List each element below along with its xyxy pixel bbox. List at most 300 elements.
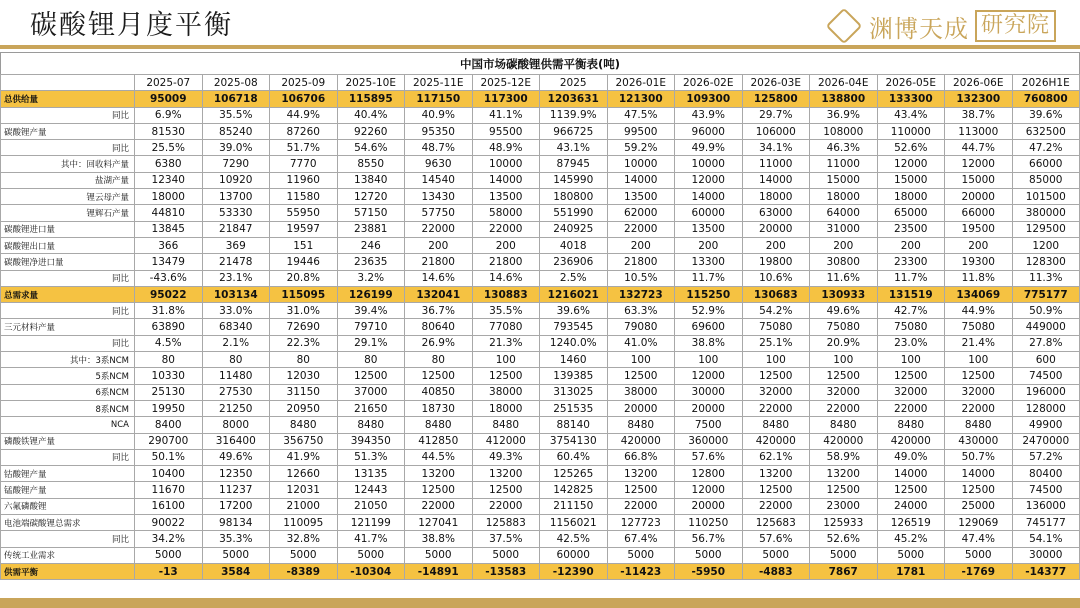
table-cell: 87260: [270, 123, 338, 139]
table-cell: 48.9%: [472, 140, 540, 156]
table-cell: 12340: [135, 172, 203, 188]
table-cell: 200: [472, 237, 540, 253]
table-cell: 25.1%: [742, 335, 810, 351]
table-cell: 12660: [270, 466, 338, 482]
table-cell: 394350: [337, 433, 405, 449]
table-row: [1, 368, 1080, 384]
table-cell: 21.3%: [472, 335, 540, 351]
table-cell: 39.6%: [1012, 107, 1080, 123]
table-cell: 145990: [540, 172, 608, 188]
table-cell: 35.5%: [202, 107, 270, 123]
table-cell: 420000: [810, 433, 878, 449]
brand-mark-icon: [826, 8, 863, 45]
table-cell: 43.9%: [675, 107, 743, 123]
table-cell: 12000: [877, 156, 945, 172]
table-cell: 18000: [135, 189, 203, 205]
table-cell: 132300: [945, 91, 1013, 107]
row-label: 锂云母产量: [1, 189, 135, 205]
table-cell: 5000: [742, 547, 810, 563]
table-cell: 29.1%: [337, 335, 405, 351]
table-cell: 19300: [945, 254, 1013, 270]
table-cell: 200: [675, 237, 743, 253]
table-cell: 49.6%: [202, 449, 270, 465]
table-cell: 25000: [945, 498, 1013, 514]
table-cell: 41.7%: [337, 531, 405, 547]
table-cell: 21800: [472, 254, 540, 270]
table-cell: 106706: [270, 91, 338, 107]
table-cell: 52.6%: [877, 140, 945, 156]
table-cell: 62.1%: [742, 449, 810, 465]
table-cell: 39.6%: [540, 303, 608, 319]
table-cell: 21250: [202, 400, 270, 416]
row-label: 6系NCM: [1, 384, 135, 400]
table-cell: -5950: [675, 563, 743, 579]
table-cell: 14000: [675, 189, 743, 205]
table-cell: 10.5%: [607, 270, 675, 286]
table-cell: 12500: [472, 368, 540, 384]
table-cell: 8480: [270, 417, 338, 433]
table-cell: 40850: [405, 384, 473, 400]
table-cell: 13200: [405, 466, 473, 482]
table-cell: 1200: [1012, 237, 1080, 253]
table-cell: 22.3%: [270, 335, 338, 351]
table-cell: 12500: [742, 368, 810, 384]
table-cell: 17200: [202, 498, 270, 514]
table-row: [1, 140, 1080, 156]
table-cell: 100: [742, 352, 810, 368]
table-cell: 21.4%: [945, 335, 1013, 351]
table-cell: -4883: [742, 563, 810, 579]
table-cell: 34.1%: [742, 140, 810, 156]
table-cell: 12500: [810, 368, 878, 384]
table-caption: 中国市场碳酸锂供需平衡表(吨): [0, 52, 1080, 74]
table-cell: 14540: [405, 172, 473, 188]
table-cell: 18000: [742, 189, 810, 205]
table-cell: 1781: [877, 563, 945, 579]
table-cell: 5000: [405, 547, 473, 563]
table-cell: 6380: [135, 156, 203, 172]
table-cell: 22000: [472, 498, 540, 514]
table-cell: 5000: [337, 547, 405, 563]
table-cell: 5000: [472, 547, 540, 563]
table-cell: 68340: [202, 319, 270, 335]
table-cell: 22000: [742, 400, 810, 416]
row-label: 磷酸铁锂产量: [1, 433, 135, 449]
row-label: 锰酸锂产量: [1, 482, 135, 498]
column-header: 2026-01E: [607, 75, 675, 91]
table-cell: 8480: [810, 417, 878, 433]
table-cell: 130883: [472, 286, 540, 302]
table-cell: -12390: [540, 563, 608, 579]
table-cell: 23.0%: [877, 335, 945, 351]
table-cell: 3754130: [540, 433, 608, 449]
table-cell: 41.1%: [472, 107, 540, 123]
row-label: 供需平衡: [1, 563, 135, 579]
table-cell: 8000: [202, 417, 270, 433]
table-cell: 80: [202, 352, 270, 368]
table-cell: 69600: [675, 319, 743, 335]
table-row: [1, 172, 1080, 188]
table-cell: 32000: [945, 384, 1013, 400]
table-cell: 22000: [607, 221, 675, 237]
table-cell: 12500: [472, 482, 540, 498]
table-row: [1, 417, 1080, 433]
table-cell: 21050: [337, 498, 405, 514]
table-cell: 41.0%: [607, 335, 675, 351]
table-cell: 44.9%: [945, 303, 1013, 319]
table-cell: 125683: [742, 515, 810, 531]
table-cell: 60000: [540, 547, 608, 563]
table-cell: 13430: [405, 189, 473, 205]
column-header: 2025-08: [202, 75, 270, 91]
table-cell: 240925: [540, 221, 608, 237]
footer-bar: [0, 598, 1080, 608]
row-label: 碳酸锂产量: [1, 123, 135, 139]
table-cell: 49900: [1012, 417, 1080, 433]
table-cell: 43.1%: [540, 140, 608, 156]
table-cell: 100: [472, 352, 540, 368]
table-cell: 56.7%: [675, 531, 743, 547]
table-cell: 15000: [877, 172, 945, 188]
table-cell: 200: [945, 237, 1013, 253]
table-cell: 366: [135, 237, 203, 253]
table-cell: 8480: [742, 417, 810, 433]
table-cell: 12000: [675, 368, 743, 384]
table-cell: -14891: [405, 563, 473, 579]
row-label: 钴酸锂产量: [1, 466, 135, 482]
table-cell: 52.6%: [810, 531, 878, 547]
table-cell: 23300: [877, 254, 945, 270]
table-cell: 90022: [135, 515, 203, 531]
table-cell: 18000: [472, 400, 540, 416]
table-cell: 40.4%: [337, 107, 405, 123]
table-cell: 313025: [540, 384, 608, 400]
table-cell: 5000: [270, 547, 338, 563]
table-cell: 66000: [1012, 156, 1080, 172]
table-cell: -10304: [337, 563, 405, 579]
table-cell: 5000: [945, 547, 1013, 563]
table-cell: 31.8%: [135, 303, 203, 319]
table-row: [1, 466, 1080, 482]
table-cell: 134069: [945, 286, 1013, 302]
table-cell: 42.5%: [540, 531, 608, 547]
table-cell: 449000: [1012, 319, 1080, 335]
table-cell: 125265: [540, 466, 608, 482]
table-cell: 21800: [607, 254, 675, 270]
table-cell: 12000: [675, 482, 743, 498]
table-cell: 11.7%: [675, 270, 743, 286]
table-cell: 130933: [810, 286, 878, 302]
table-cell: 14.6%: [472, 270, 540, 286]
table-cell: 21847: [202, 221, 270, 237]
table-cell: 19950: [135, 400, 203, 416]
table-row: [1, 156, 1080, 172]
row-label: 8系NCM: [1, 400, 135, 416]
table-cell: 15000: [945, 172, 1013, 188]
table-cell: 132041: [405, 286, 473, 302]
table-cell: 44.5%: [405, 449, 473, 465]
table-cell: 13200: [472, 466, 540, 482]
table-cell: 60.4%: [540, 449, 608, 465]
table-cell: 1139.9%: [540, 107, 608, 123]
table-cell: 7867: [810, 563, 878, 579]
table-cell: 38.7%: [945, 107, 1013, 123]
table-cell: 129069: [945, 515, 1013, 531]
table-cell: 1156021: [540, 515, 608, 531]
table-cell: 49.0%: [877, 449, 945, 465]
row-label: 5系NCM: [1, 368, 135, 384]
table-row: [1, 107, 1080, 123]
table-cell: 11237: [202, 482, 270, 498]
header-divider: [0, 45, 1080, 49]
table-cell: 58000: [472, 205, 540, 221]
table-cell: 57.2%: [1012, 449, 1080, 465]
table-row: [1, 400, 1080, 416]
table-cell: 34.2%: [135, 531, 203, 547]
table-cell: 11000: [810, 156, 878, 172]
table-cell: 50.9%: [1012, 303, 1080, 319]
table-cell: 8480: [877, 417, 945, 433]
table-cell: 360000: [675, 433, 743, 449]
table-cell: 109300: [675, 91, 743, 107]
table-cell: 75080: [945, 319, 1013, 335]
header-corner-cell: [1, 75, 135, 91]
table-row: [1, 303, 1080, 319]
table-cell: 9630: [405, 156, 473, 172]
table-cell: 12500: [945, 368, 1013, 384]
table-cell: 27.8%: [1012, 335, 1080, 351]
column-header: 2025-12E: [472, 75, 540, 91]
table-cell: 95500: [472, 123, 540, 139]
table-cell: 21478: [202, 254, 270, 270]
column-header: 2025-10E: [337, 75, 405, 91]
table-cell: 13845: [135, 221, 203, 237]
table-cell: 54.1%: [1012, 531, 1080, 547]
page-title: 碳酸锂月度平衡: [30, 10, 233, 41]
table-cell: 1460: [540, 352, 608, 368]
table-cell: 38.8%: [405, 531, 473, 547]
table-cell: 66000: [945, 205, 1013, 221]
table-cell: 88140: [540, 417, 608, 433]
table-cell: 13479: [135, 254, 203, 270]
table-cell: 12000: [675, 172, 743, 188]
table-cell: -13: [135, 563, 203, 579]
column-header: 2025-09: [270, 75, 338, 91]
table-row: [1, 319, 1080, 335]
table-cell: 74500: [1012, 368, 1080, 384]
table-cell: 12000: [945, 156, 1013, 172]
table-cell: 40.9%: [405, 107, 473, 123]
table-cell: 12350: [202, 466, 270, 482]
table-cell: 100: [675, 352, 743, 368]
table-cell: 11580: [270, 189, 338, 205]
table-cell: 200: [607, 237, 675, 253]
table-cell: 126199: [337, 286, 405, 302]
table-cell: 2470000: [1012, 433, 1080, 449]
column-header: 2025-07: [135, 75, 203, 91]
table-cell: 21800: [405, 254, 473, 270]
table-cell: 966725: [540, 123, 608, 139]
table-cell: 775177: [1012, 286, 1080, 302]
table-cell: 99500: [607, 123, 675, 139]
table-cell: 48.7%: [405, 140, 473, 156]
table-cell: 13200: [742, 466, 810, 482]
table-cell: 1216021: [540, 286, 608, 302]
table-cell: 211150: [540, 498, 608, 514]
table-cell: 22000: [877, 400, 945, 416]
table-cell: 57750: [405, 205, 473, 221]
table-cell: 22000: [810, 400, 878, 416]
table-cell: 22000: [945, 400, 1013, 416]
table-cell: 57.6%: [742, 531, 810, 547]
table-cell: 67.4%: [607, 531, 675, 547]
table-cell: 121199: [337, 515, 405, 531]
table-cell: 551990: [540, 205, 608, 221]
table-cell: 18730: [405, 400, 473, 416]
table-cell: 13200: [607, 466, 675, 482]
table-cell: 44.9%: [270, 107, 338, 123]
table-cell: 80400: [1012, 466, 1080, 482]
table-cell: 236906: [540, 254, 608, 270]
table-cell: 128300: [1012, 254, 1080, 270]
table-row: [1, 205, 1080, 221]
table-cell: 3584: [202, 563, 270, 579]
table-cell: -13583: [472, 563, 540, 579]
table-cell: 35.3%: [202, 531, 270, 547]
table-cell: 79710: [337, 319, 405, 335]
table-cell: 12500: [810, 482, 878, 498]
table-cell: 110095: [270, 515, 338, 531]
table-cell: 80640: [405, 319, 473, 335]
table-cell: 12500: [607, 482, 675, 498]
table-cell: 11.7%: [877, 270, 945, 286]
brand-logo: [831, 8, 1056, 44]
table-cell: 27530: [202, 384, 270, 400]
table-row: [1, 335, 1080, 351]
table-cell: 4018: [540, 237, 608, 253]
table-cell: 37.5%: [472, 531, 540, 547]
table-cell: 13840: [337, 172, 405, 188]
table-cell: 47.2%: [1012, 140, 1080, 156]
supply-demand-table: [0, 74, 1080, 580]
table-cell: 5000: [202, 547, 270, 563]
table-cell: 1203631: [540, 91, 608, 107]
table-cell: 130683: [742, 286, 810, 302]
table-cell: 10330: [135, 368, 203, 384]
table-cell: 35.5%: [472, 303, 540, 319]
table-cell: 2.1%: [202, 335, 270, 351]
table-cell: 200: [810, 237, 878, 253]
table-cell: 29.7%: [742, 107, 810, 123]
table-cell: 103134: [202, 286, 270, 302]
table-cell: 106000: [742, 123, 810, 139]
table-cell: 632500: [1012, 123, 1080, 139]
table-row: [1, 270, 1080, 286]
table-cell: 54.2%: [742, 303, 810, 319]
table-row: [1, 189, 1080, 205]
table-cell: 21650: [337, 400, 405, 416]
table-cell: -14377: [1012, 563, 1080, 579]
table-cell: 127041: [405, 515, 473, 531]
table-cell: 412000: [472, 433, 540, 449]
table-cell: 32000: [810, 384, 878, 400]
table-cell: 7770: [270, 156, 338, 172]
table-cell: 49.9%: [675, 140, 743, 156]
table-cell: 5000: [607, 547, 675, 563]
table-cell: 11.3%: [1012, 270, 1080, 286]
table-cell: 760800: [1012, 91, 1080, 107]
table-cell: 72690: [270, 319, 338, 335]
table-cell: 129500: [1012, 221, 1080, 237]
table-cell: 10000: [472, 156, 540, 172]
table-cell: 11960: [270, 172, 338, 188]
table-cell: -1769: [945, 563, 1013, 579]
table-cell: 20.9%: [810, 335, 878, 351]
table-cell: 136000: [1012, 498, 1080, 514]
table-cell: 8480: [945, 417, 1013, 433]
table-cell: 19597: [270, 221, 338, 237]
table-cell: -11423: [607, 563, 675, 579]
table-cell: 412850: [405, 433, 473, 449]
table-cell: 20000: [675, 400, 743, 416]
table-cell: 356750: [270, 433, 338, 449]
table-cell: 2.5%: [540, 270, 608, 286]
table-cell: 132723: [607, 286, 675, 302]
table-cell: 22000: [742, 498, 810, 514]
table-row: [1, 515, 1080, 531]
row-label: 电池端碳酸锂总需求: [1, 515, 135, 531]
table-cell: 12500: [945, 482, 1013, 498]
table-cell: 32000: [742, 384, 810, 400]
table-cell: 63000: [742, 205, 810, 221]
table-cell: 110250: [675, 515, 743, 531]
column-header: 2026-04E: [810, 75, 878, 91]
table-cell: 38000: [472, 384, 540, 400]
table-cell: 38.8%: [675, 335, 743, 351]
table-cell: 49.3%: [472, 449, 540, 465]
column-header: 2026-05E: [877, 75, 945, 91]
table-row: [1, 91, 1080, 107]
table-cell: 420000: [607, 433, 675, 449]
table-cell: 117150: [405, 91, 473, 107]
table-cell: 12500: [337, 368, 405, 384]
table-cell: 100: [810, 352, 878, 368]
table-cell: 8400: [135, 417, 203, 433]
row-label: 六氟磷酸锂: [1, 498, 135, 514]
table-cell: 95350: [405, 123, 473, 139]
table-cell: 20.8%: [270, 270, 338, 286]
table-cell: 200: [877, 237, 945, 253]
table-cell: 41.9%: [270, 449, 338, 465]
table-row: [1, 237, 1080, 253]
table-cell: 22000: [405, 498, 473, 514]
table-cell: 49.6%: [810, 303, 878, 319]
table-cell: 16100: [135, 498, 203, 514]
table-cell: 18000: [877, 189, 945, 205]
table-cell: 64000: [810, 205, 878, 221]
table-cell: 24000: [877, 498, 945, 514]
table-cell: 1240.0%: [540, 335, 608, 351]
table-cell: 11670: [135, 482, 203, 498]
table-cell: 30000: [675, 384, 743, 400]
table-cell: 98134: [202, 515, 270, 531]
table-cell: 108000: [810, 123, 878, 139]
table-cell: 14000: [607, 172, 675, 188]
table-cell: 14000: [877, 466, 945, 482]
table-cell: 369: [202, 237, 270, 253]
table-cell: 10920: [202, 172, 270, 188]
table-cell: 57150: [337, 205, 405, 221]
